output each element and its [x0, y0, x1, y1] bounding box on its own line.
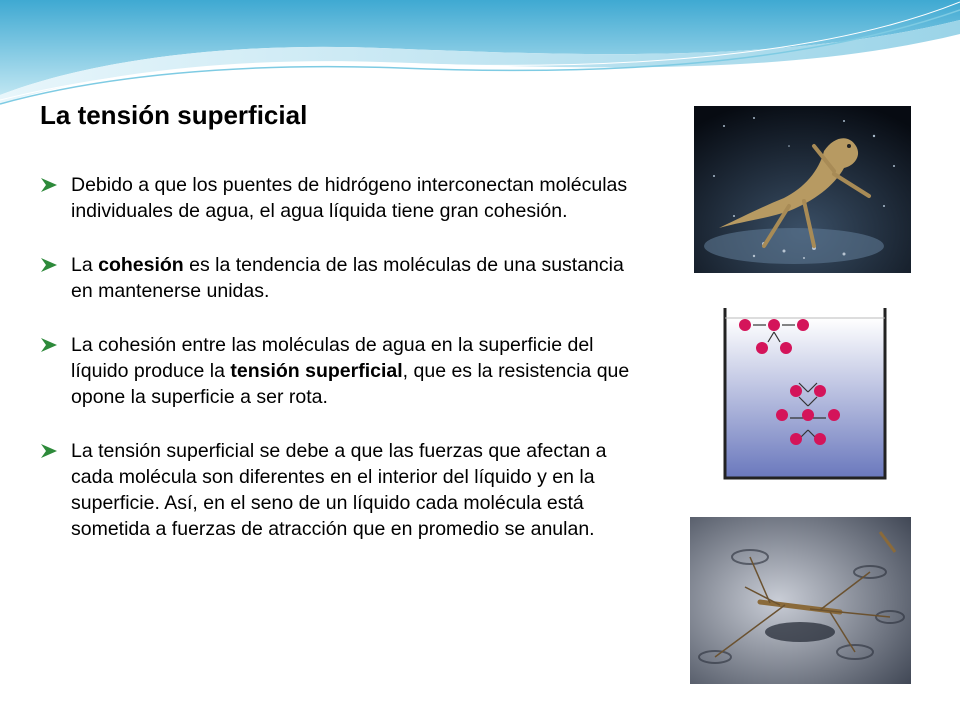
bullet-text: es la tendencia de las moléculas de una sustancia en mantenerse unidas. — [71, 254, 624, 302]
bullet-text: , que es la resistencia que opone la superficie a ser rota. — [71, 360, 630, 408]
arrowhead-bullet-icon — [41, 338, 57, 352]
bullet-bold-term: tensión superficial — [230, 360, 403, 382]
bullet-item — [40, 438, 650, 542]
water-strider-photo — [690, 517, 911, 684]
slide-title: La tensión superficial — [40, 100, 308, 130]
header-wave-decoration — [0, 0, 960, 110]
bullet-item — [40, 332, 650, 410]
lizard-running-on-water-photo — [694, 106, 911, 273]
bullet-text: Debido a que los puentes de hidrógeno interconectan moléculas individuales de agua, el agua líquida tiene gran cohesión. — [71, 174, 628, 222]
bullet-text: La cohesión entre las moléculas de agua en la superficie del líquido produce la — [71, 334, 594, 382]
arrowhead-bullet-icon — [41, 444, 57, 458]
bullet-item — [40, 252, 650, 304]
arrowhead-bullet-icon — [41, 178, 57, 192]
arrowhead-bullet-icon — [41, 258, 57, 272]
bullet-text: La tensión superficial se debe a que las fuerzas que afectan a cada molécula son diferentes en el interior del líquido y en la superficie. Así, en el seno de un líquido cada molécula está sometida a fuerzas de atracción que en promedio se anulan. — [71, 440, 607, 540]
bullet-text: La — [71, 254, 99, 276]
bullet-bold-term: cohesión — [98, 254, 184, 276]
bullet-list — [40, 172, 650, 542]
bullet-item — [40, 172, 650, 224]
cohesion-molecules-beaker-diagram — [698, 288, 910, 498]
